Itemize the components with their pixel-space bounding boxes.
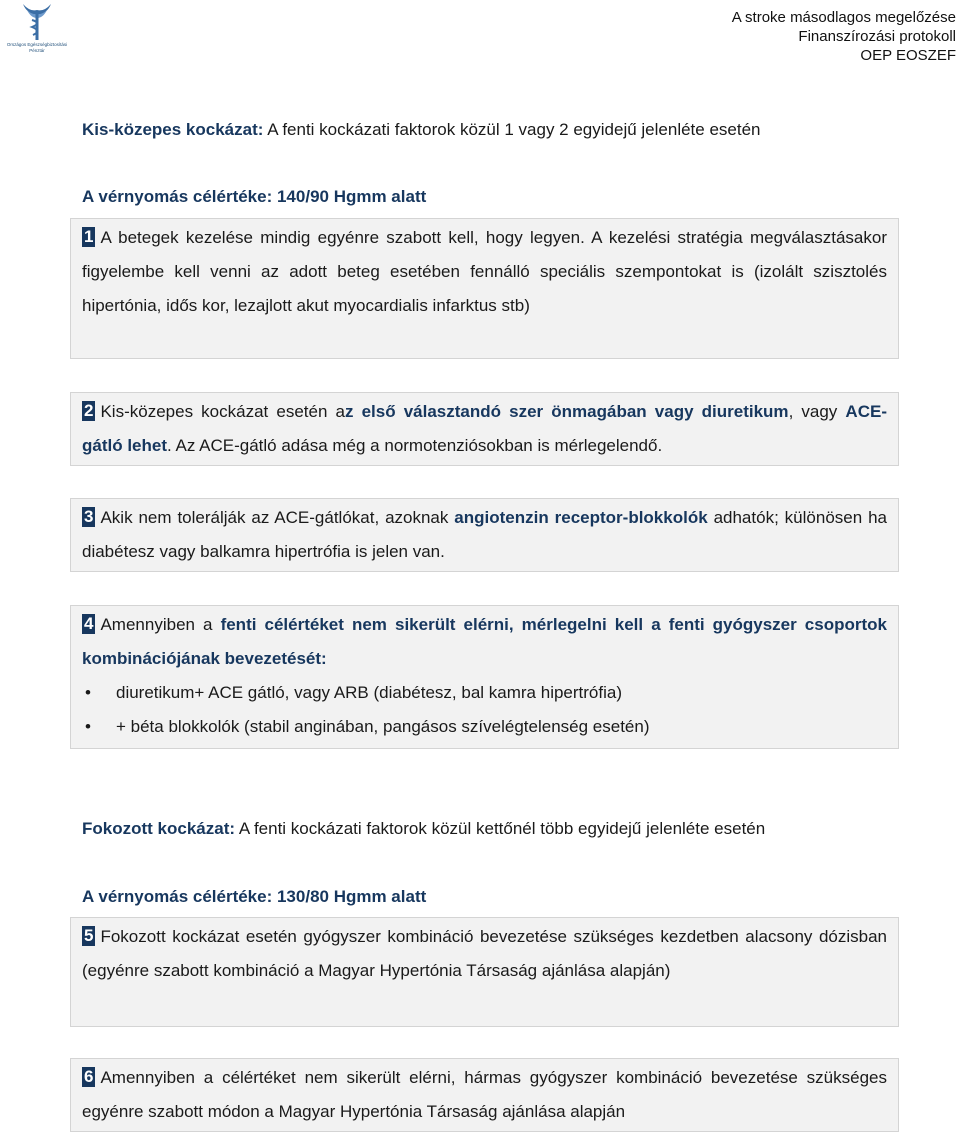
section1-title-text: A fenti kockázati faktorok közül 1 vagy 2 egyidejű jelenléte esetén	[263, 120, 761, 139]
section1-title	[82, 119, 761, 141]
recommendation-box-4	[70, 605, 899, 749]
recommendation-text-part: Amennyiben a	[100, 615, 221, 634]
recommendation-box-2	[70, 392, 899, 466]
recommendation-number: 5	[84, 926, 94, 945]
header-line-2: Finanszírozási protokoll	[798, 28, 956, 45]
logo-text	[4, 42, 70, 54]
recommendation-number: 3	[84, 507, 94, 526]
recommendation-bold-part: fenti célértéket nem sikerült elérni, mérlegelni kell a fenti gyógyszer csoportok kombinációjának bevezetését:	[82, 615, 887, 668]
recommendation-box-6	[70, 1058, 899, 1132]
section2-title	[82, 818, 765, 840]
caduceus-logo-icon	[21, 2, 53, 42]
section2-title-label: Fokozott kockázat:	[82, 819, 236, 838]
bullet-item: • diuretikum+ ACE gátló, vagy ARB (diabétesz, bal kamra hipertrófia)	[82, 676, 887, 710]
section2-title-text: A fenti kockázati faktorok közül kettőnél több egyidejű jelenléte esetén	[235, 819, 766, 838]
section1-target: A vérnyomás célértéke: 140/90 Hgmm alatt	[82, 187, 427, 206]
recommendation-box-3	[70, 498, 899, 572]
recommendation-text-part: , vagy	[788, 402, 846, 421]
header-line-3: OEP EOSZEF	[860, 47, 956, 64]
recommendation-text-part: Kis-közepes kockázat esetén a	[100, 402, 345, 421]
recommendation-bold-part: z első választandó szer önmagában vagy diuretikum	[344, 402, 789, 421]
section1-title-label: Kis-közepes kockázat:	[82, 120, 264, 139]
bullet-item: • + béta blokkolók (stabil anginában, pangásos szívelégtelenség esetén)	[82, 710, 887, 744]
header-line-1: A stroke másodlagos megelőzése	[731, 9, 956, 26]
recommendation-number: 2	[84, 401, 94, 420]
recommendation-text: Amennyiben a célértéket nem sikerült elérni, hármas gyógyszer kombináció bevezetése szükséges egyénre szabott módon a Magyar Hypertónia Társaság ajánlása alapján	[82, 1068, 887, 1121]
recommendation-text: A betegek kezelése mindig egyénre szabott kell, hogy legyen. A kezelési stratégia megválasztásakor figyelembe kell venni az adott beteg esetében fennálló speciális szempontokat is (izolált szisztolés hipertónia, idős kor, lezajlott akut myocardialis infarktus stb)	[82, 228, 887, 315]
oep-logo	[4, 2, 70, 60]
section2-target: A vérnyomás célértéke: 130/80 Hgmm alatt	[82, 887, 427, 906]
recommendation-text-part: . Az ACE-gátló adása még a normotenziósokban is mérlegelendő.	[167, 436, 663, 455]
recommendation-number: 4	[84, 614, 94, 633]
recommendation-box-1	[70, 218, 899, 359]
recommendation-number: 6	[84, 1067, 94, 1086]
recommendation-bold-part: angiotenzin receptor-blokkolók	[454, 508, 708, 527]
logo-text-line2: Pénztár	[29, 48, 45, 53]
recommendation-text: Fokozott kockázat esetén gyógyszer kombináció bevezetése szükséges kezdetben alacsony dózisban (egyénre szabott kombináció a Magyar Hypertónia Társaság ajánlása alapján)	[82, 927, 887, 980]
logo-text-line1: Országos Egészségbiztosítási	[6, 42, 68, 47]
recommendation-text-part: adhatók; különösen ha diabétesz vagy balkamra hipertrófia is jelen van.	[82, 508, 887, 561]
header-title-block	[732, 8, 956, 65]
recommendation-box-5	[70, 917, 899, 1027]
recommendation-text-part: Akik nem tolerálják az ACE-gátlókat, azoknak	[100, 508, 455, 527]
recommendation-number: 1	[84, 227, 94, 246]
recommendation-bold-part: ACE-gátló lehet	[82, 402, 887, 455]
